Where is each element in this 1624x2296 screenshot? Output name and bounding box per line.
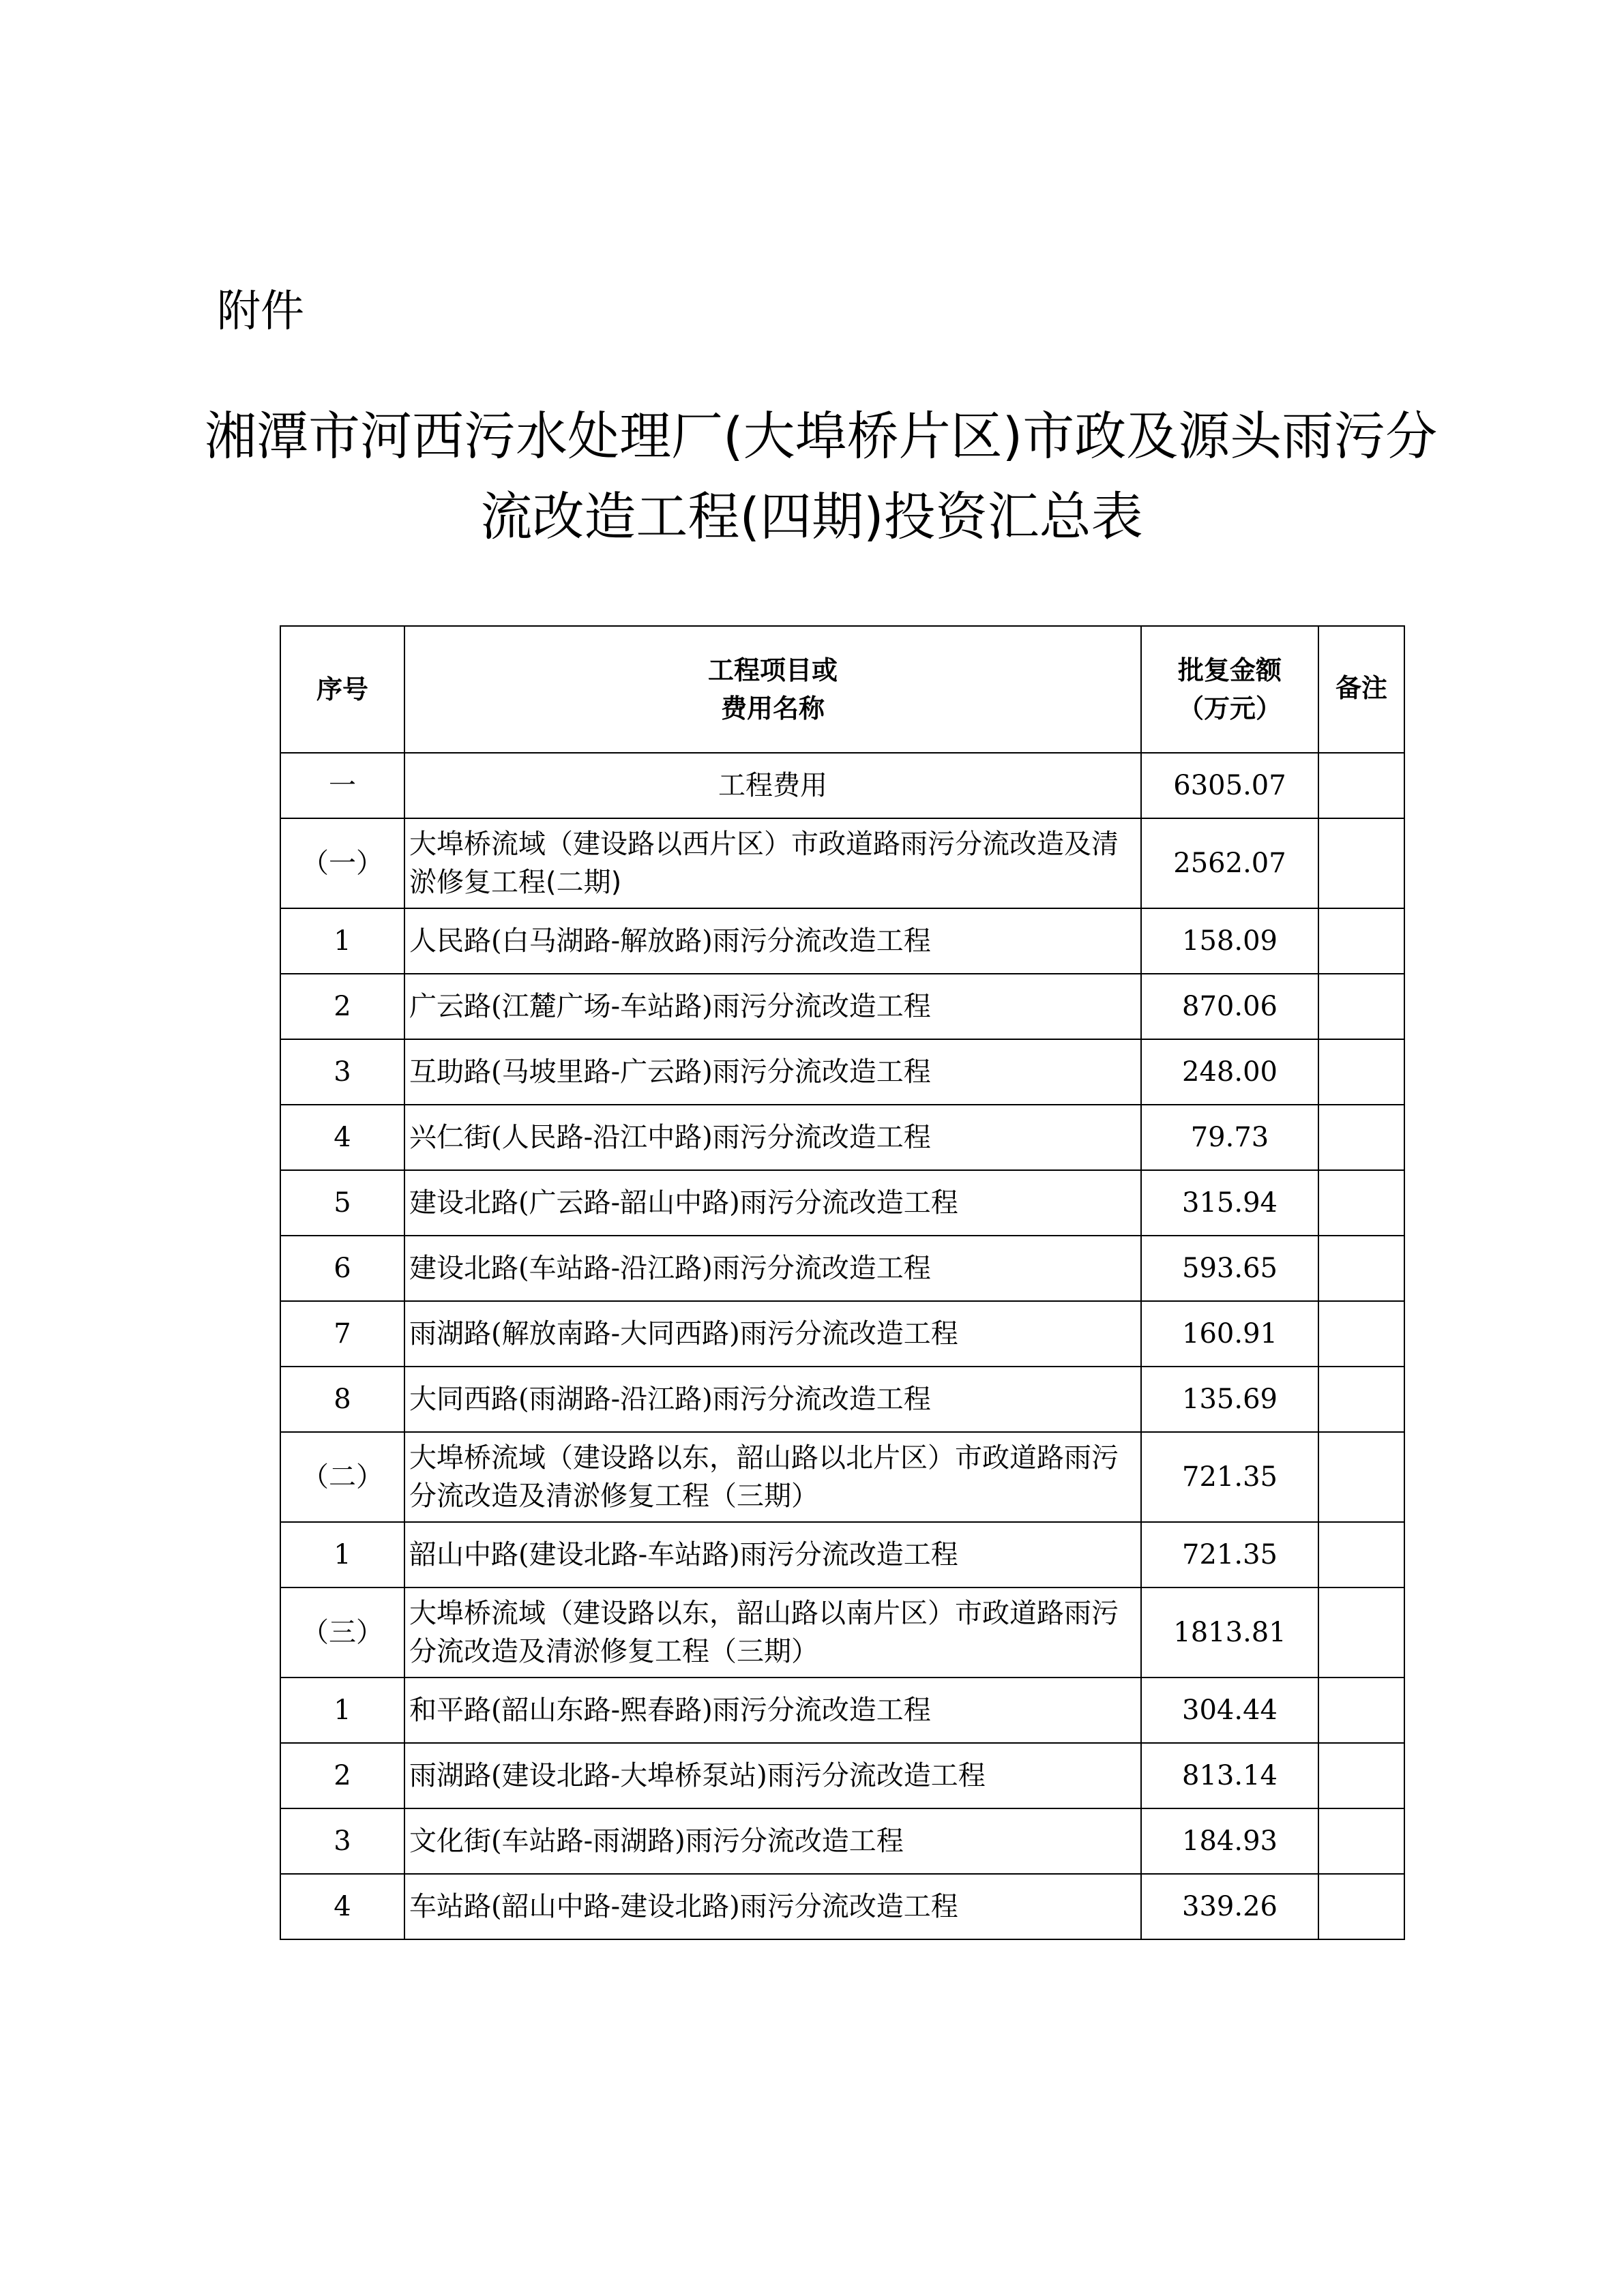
row-remark (1318, 818, 1404, 908)
header-seq: 序号 (280, 626, 404, 753)
row-seq: 6 (280, 1236, 404, 1301)
row-amount: 721.35 (1141, 1432, 1318, 1522)
table-row (280, 974, 1404, 1039)
table-row (280, 1105, 1404, 1170)
header-amount (1141, 626, 1318, 753)
table-row (280, 1039, 1404, 1105)
table-row (280, 1522, 1404, 1587)
row-remark (1318, 1432, 1404, 1522)
row-remark (1318, 1678, 1404, 1743)
row-remark (1318, 1367, 1404, 1432)
row-remark (1318, 1808, 1404, 1874)
row-name: 大埠桥流域（建设路以西片区）市政道路雨污分流改造及清淤修复工程(二期) (404, 818, 1141, 908)
table-row (280, 1874, 1404, 1939)
row-name: 和平路(韶山东路-熙春路)雨污分流改造工程 (404, 1678, 1141, 1743)
row-remark (1318, 1105, 1404, 1170)
row-amount: 721.35 (1141, 1522, 1318, 1587)
row-amount: 160.91 (1141, 1301, 1318, 1367)
row-amount: 79.73 (1141, 1105, 1318, 1170)
row-amount: 339.26 (1141, 1874, 1318, 1939)
row-amount: 184.93 (1141, 1808, 1318, 1874)
row-amount: 2562.07 (1141, 818, 1318, 908)
row-name: 车站路(韶山中路-建设北路)雨污分流改造工程 (404, 1874, 1141, 1939)
row-name: 互助路(马坡里路-广云路)雨污分流改造工程 (404, 1039, 1141, 1105)
row-amount: 870.06 (1141, 974, 1318, 1039)
table-row (280, 753, 1404, 818)
table-row (280, 1743, 1404, 1808)
row-seq: 3 (280, 1808, 404, 1874)
row-seq: 1 (280, 908, 404, 974)
header-name-line1: 工程项目或 (707, 655, 838, 685)
table-row (280, 1301, 1404, 1367)
row-seq: （三） (280, 1587, 404, 1678)
row-seq: 2 (280, 974, 404, 1039)
row-amount: 304.44 (1141, 1678, 1318, 1743)
row-name: 广云路(江麓广场-车站路)雨污分流改造工程 (404, 974, 1141, 1039)
row-remark (1318, 1743, 1404, 1808)
row-seq: 7 (280, 1301, 404, 1367)
row-seq: 5 (280, 1170, 404, 1236)
row-name: 韶山中路(建设北路-车站路)雨污分流改造工程 (404, 1522, 1141, 1587)
row-amount: 1813.81 (1141, 1587, 1318, 1678)
row-seq: （二） (280, 1432, 404, 1522)
row-amount: 6305.07 (1141, 753, 1318, 818)
row-remark (1318, 753, 1404, 818)
document-title-line2: 流改造工程(四期)投资汇总表 (480, 486, 1143, 547)
table-header-row (280, 626, 1404, 753)
row-remark (1318, 1587, 1404, 1678)
investment-summary-table (280, 625, 1405, 1940)
row-seq: 8 (280, 1367, 404, 1432)
table-row (280, 1587, 1404, 1678)
row-amount: 135.69 (1141, 1367, 1318, 1432)
row-amount: 248.00 (1141, 1039, 1318, 1105)
row-name: 建设北路(车站路-沿江路)雨污分流改造工程 (404, 1236, 1141, 1301)
row-remark (1318, 1039, 1404, 1105)
row-remark (1318, 1170, 1404, 1236)
table-row (280, 818, 1404, 908)
row-name: 兴仁街(人民路-沿江中路)雨污分流改造工程 (404, 1105, 1141, 1170)
row-name: 人民路(白马湖路-解放路)雨污分流改造工程 (404, 908, 1141, 974)
table-row (280, 1236, 1404, 1301)
header-amount-line2: （万元） (1177, 694, 1282, 724)
row-name: 雨湖路(解放南路-大同西路)雨污分流改造工程 (404, 1301, 1141, 1367)
row-name: 雨湖路(建设北路-大埠桥泵站)雨污分流改造工程 (404, 1743, 1141, 1808)
table-row (280, 1432, 1404, 1522)
header-amount-line1: 批复金额 (1177, 655, 1282, 685)
row-remark (1318, 1236, 1404, 1301)
row-name: 建设北路(广云路-韶山中路)雨污分流改造工程 (404, 1170, 1141, 1236)
table-row (280, 1367, 1404, 1432)
table-row (280, 1678, 1404, 1743)
row-remark (1318, 1874, 1404, 1939)
row-name: 大埠桥流域（建设路以东，韶山路以北片区）市政道路雨污分流改造及清淤修复工程（三期） (404, 1432, 1141, 1522)
document-title-line1: 湘潭市河西污水处理厂(大埠桥片区)市政及源头雨污分 (205, 406, 1438, 466)
attachment-label: 附件 (217, 286, 304, 337)
table-row (280, 908, 1404, 974)
row-amount: 158.09 (1141, 908, 1318, 974)
row-name: 大同西路(雨湖路-沿江路)雨污分流改造工程 (404, 1367, 1141, 1432)
row-seq: 一 (280, 753, 404, 818)
row-remark (1318, 1522, 1404, 1587)
header-name (404, 626, 1141, 753)
row-seq: 1 (280, 1678, 404, 1743)
row-seq: （一） (280, 818, 404, 908)
header-name-line2: 费用名称 (720, 694, 825, 724)
row-name: 大埠桥流域（建设路以东，韶山路以南片区）市政道路雨污分流改造及清淤修复工程（三期） (404, 1587, 1141, 1678)
row-amount: 315.94 (1141, 1170, 1318, 1236)
row-remark (1318, 974, 1404, 1039)
table-row (280, 1808, 1404, 1874)
row-remark (1318, 1301, 1404, 1367)
row-remark (1318, 908, 1404, 974)
row-name: 文化街(车站路-雨湖路)雨污分流改造工程 (404, 1808, 1141, 1874)
row-amount: 593.65 (1141, 1236, 1318, 1301)
row-seq: 1 (280, 1522, 404, 1587)
row-seq: 4 (280, 1874, 404, 1939)
row-amount: 813.14 (1141, 1743, 1318, 1808)
row-seq: 3 (280, 1039, 404, 1105)
row-seq: 2 (280, 1743, 404, 1808)
table-row (280, 1170, 1404, 1236)
row-seq: 4 (280, 1105, 404, 1170)
header-remark: 备注 (1318, 626, 1404, 753)
row-name: 工程费用 (404, 753, 1141, 818)
